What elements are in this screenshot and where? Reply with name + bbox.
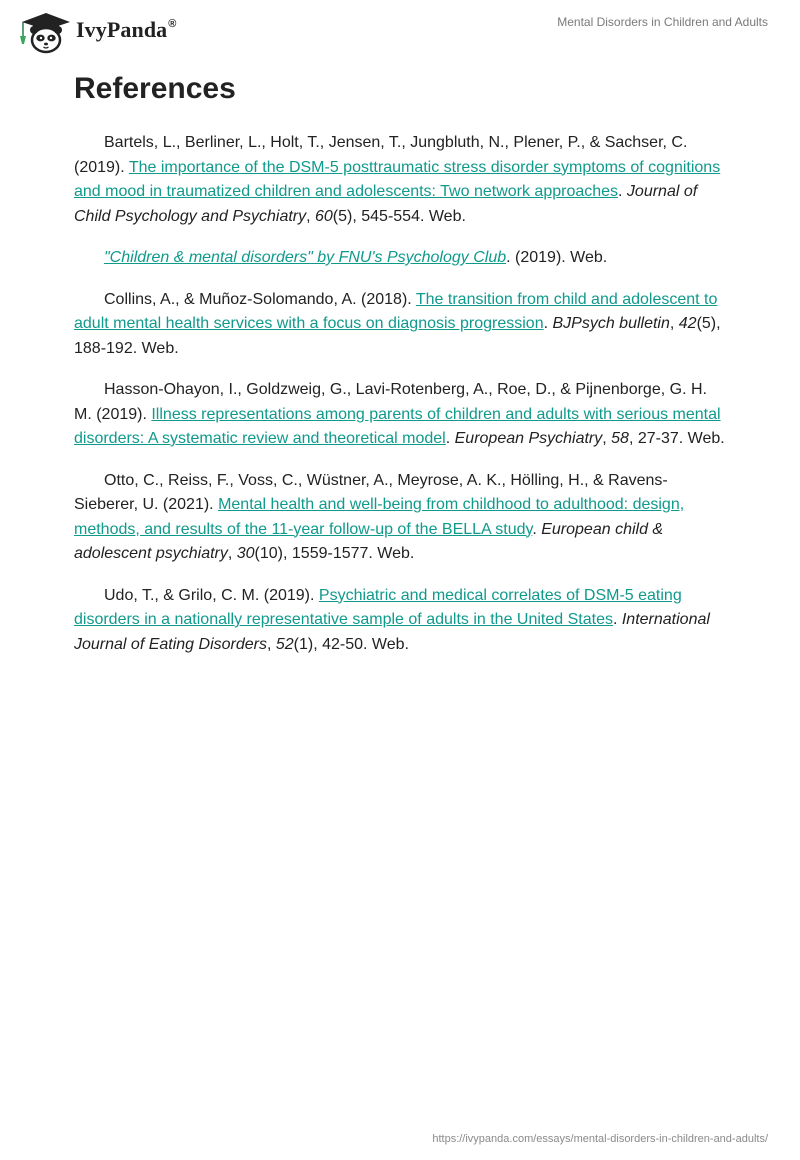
reference-entry: [74, 584, 729, 658]
reference-separator: ,: [669, 315, 679, 332]
references-list: [74, 131, 729, 674]
reference-details: (1), 42-50. Web.: [293, 635, 409, 653]
reference-link[interactable]: "Children & mental disorders" by FNU's Psychology Club: [104, 249, 507, 266]
reference-separator: ,: [227, 545, 237, 562]
reference-link[interactable]: Mental health and well-being from childhood to adulthood: design, methods, and results of the 11-year follow-up of the BELLA study: [74, 496, 685, 538]
reference-entry: [74, 131, 729, 229]
reference-authors: Bartels, L., Berliner, L., Holt, T., Jensen, T., Jungbluth, N., Plener, P., & Sachser, C. (2019).: [74, 134, 688, 176]
page-title: References: [74, 72, 236, 105]
reference-details: , 27-37. Web.: [628, 430, 725, 447]
reference-authors: Hasson-Ohayon, I., Goldzweig, G., Lavi-Rotenberg, A., Roe, D., & Pijnenborge, G. H. M. (2019).: [74, 381, 707, 423]
brand-name: IvyPanda®: [76, 17, 177, 42]
reference-details: (5), 545-554. Web.: [332, 207, 466, 225]
reference-authors: Collins, A., & Muñoz-Solomando, A. (2018).: [104, 290, 416, 308]
reference-journal: Journal of Child Psychology and Psychiatry: [74, 183, 698, 225]
reference-volume: 60: [315, 207, 333, 225]
reference-link[interactable]: Psychiatric and medical correlates of DSM-5 eating disorders in a nationally representative sample of adults in the United States: [74, 586, 682, 628]
reference-authors: Udo, T., & Grilo, C. M. (2019).: [104, 586, 319, 604]
document-title: Mental Disorders in Children and Adults: [557, 15, 768, 29]
reference-volume: 30: [236, 545, 255, 562]
reference-separator: ,: [306, 207, 315, 225]
footer-url: https://ivypanda.com/essays/mental-disorders-in-children-and-adults/: [432, 1133, 768, 1145]
reference-separator: ,: [602, 430, 612, 447]
reference-separator: .: [543, 315, 553, 332]
reference-volume: 58: [611, 430, 629, 447]
reference-authors: Otto, C., Reiss, F., Voss, C., Wüstner, A., Meyrose, A. K., Hölling, H., & Ravens-Sieberer, U. (2021).: [74, 471, 668, 513]
reference-separator: .: [532, 520, 542, 538]
reference-details: (10), 1559-1577. Web.: [254, 545, 415, 562]
reference-link[interactable]: The importance of the DSM-5 posttraumatic stress disorder symptoms of cognitions and mood in traumatized children and adolescents: Two network approaches: [74, 158, 721, 200]
reference-separator: .: [445, 430, 455, 447]
reference-entry: [74, 378, 729, 452]
reference-separator: ,: [266, 635, 276, 653]
reference-separator: .: [618, 183, 627, 200]
reference-separator: .: [612, 611, 622, 628]
panda-logo-icon: [14, 8, 76, 54]
registered-mark: ®: [168, 18, 177, 30]
reference-journal: European child & adolescent psychiatry: [74, 520, 664, 562]
reference-link[interactable]: The transition from child and adolescent to adult mental health services with a focus on diagnosis progression: [74, 290, 718, 332]
reference-details: (5), 188-192. Web.: [74, 315, 721, 357]
reference-journal: International Journal of Eating Disorders: [74, 611, 710, 653]
reference-entry: [74, 246, 729, 271]
reference-volume: 52: [275, 635, 294, 653]
reference-details: . (2019). Web.: [506, 249, 608, 266]
reference-link[interactable]: Illness representations among parents of children and adults with serious mental disorders: A systematic review and theoretical model: [74, 405, 721, 447]
reference-entry: [74, 469, 729, 567]
brand-logo[interactable]: [14, 8, 177, 54]
reference-entry: [74, 288, 729, 362]
reference-journal: BJPsych bulletin: [552, 315, 670, 332]
reference-volume: 42: [678, 315, 697, 332]
page-header: [0, 0, 800, 60]
reference-journal: European Psychiatry: [454, 430, 603, 447]
